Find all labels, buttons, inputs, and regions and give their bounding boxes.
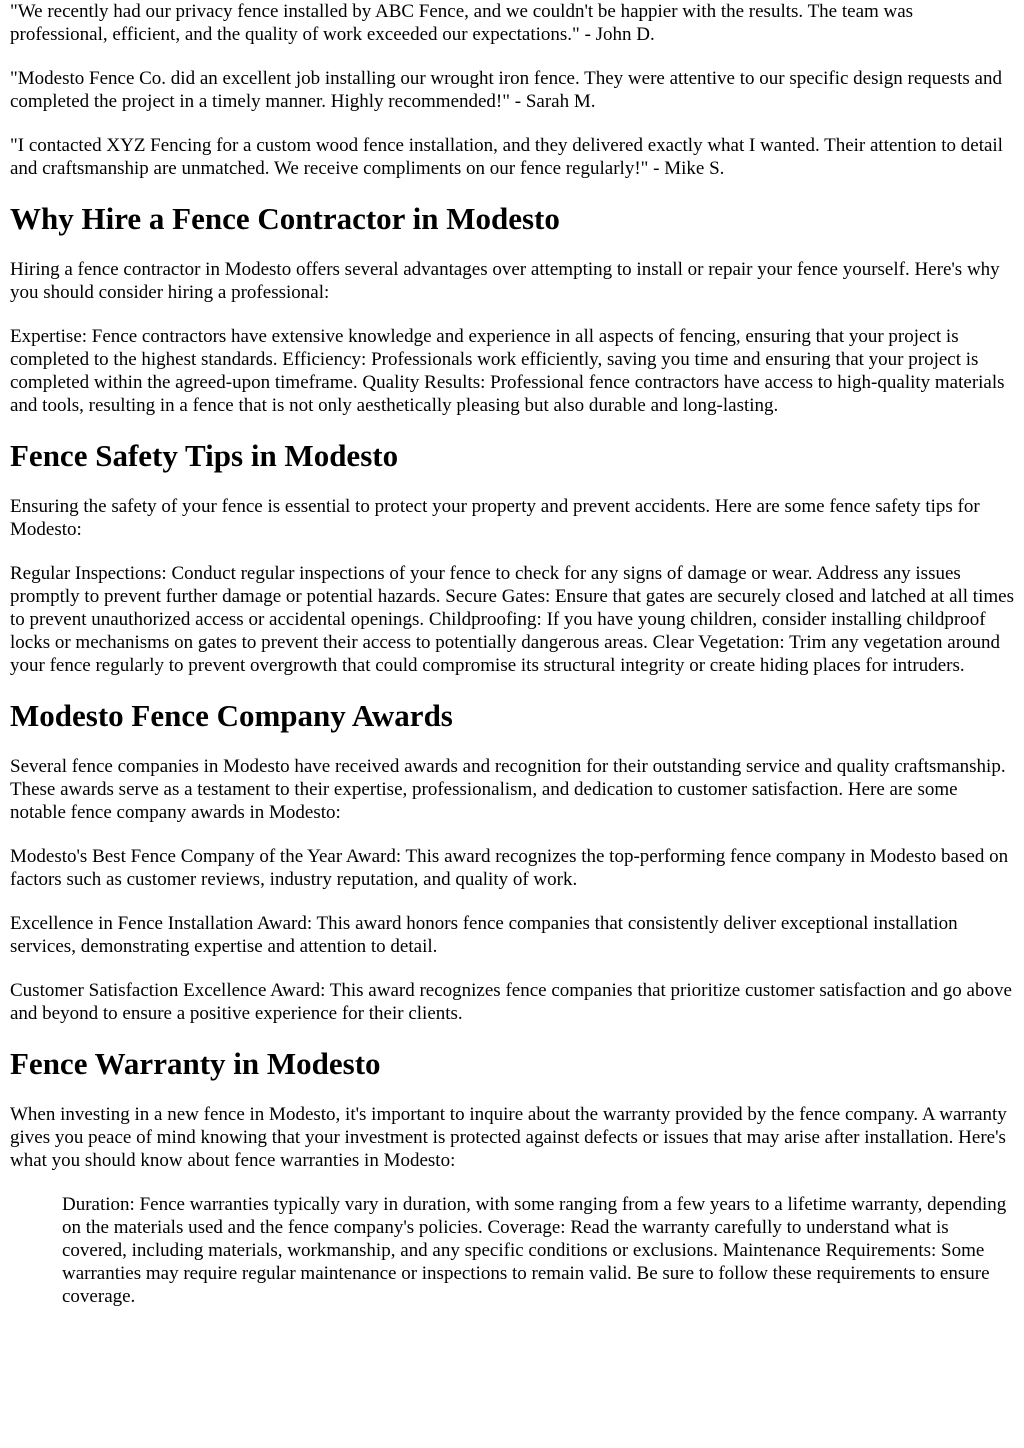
awards-heading: Modesto Fence Company Awards bbox=[10, 698, 453, 733]
safety-heading: Fence Safety Tips in Modesto bbox=[10, 438, 399, 473]
warranty-intro: When investing in a new fence in Modesto, it's important to inquire about the warranty provided by the fence company. A warranty gives you peace of mind knowing that your investment is protected against defects or issues that may arise after installation. Here's what you should know about fence warranties in Modesto: bbox=[10, 1104, 1007, 1171]
award-satisfaction: Customer Satisfaction Excellence Award: This award recognizes fence companies that prioritize customer satisfaction and go above and beyond to ensure a positive experience for their clients. bbox=[10, 980, 1012, 1024]
why-hire-heading: Why Hire a Fence Contractor in Modesto bbox=[10, 201, 560, 236]
why-hire-body: Expertise: Fence contractors have extensive knowledge and experience in all aspects of fencing, ensuring that your project is completed to the highest standards. Efficiency: Professionals work efficiently, saving you time and ensuring that your project is completed within the agreed-upon timeframe. Quality Results: Professional fence contractors have access to high-quality materials and tools, resulting in a fence that is not only aesthetically pleasing but also durable and long-lasting. bbox=[10, 326, 1005, 416]
award-best-company: Modesto's Best Fence Company of the Year Award: This award recognizes the top-performing fence company in Modesto based on factors such as customer reviews, industry reputation, and quality of work. bbox=[10, 846, 1009, 890]
testimonial-sarah: "Modesto Fence Co. did an excellent job installing our wrought iron fence. They were attentive to our specific design requests and completed the project in a timely manner. Highly recommended!" - Sarah M. bbox=[10, 68, 1002, 112]
why-hire-intro: Hiring a fence contractor in Modesto offers several advantages over attempting to install or repair your fence yourself. Here's why you should consider hiring a professional: bbox=[10, 259, 1000, 303]
warranty-heading: Fence Warranty in Modesto bbox=[10, 1046, 381, 1081]
safety-body: Regular Inspections: Conduct regular inspections of your fence to check for any signs of damage or wear. Address any issues promptly to prevent further damage or potential hazards. Secure Gates: Ensure that gates are securely closed and latched at all times to prevent unauthorized access or accidental openings. Childproofing: If you have young children, consider installing childproof locks or mechanisms on gates to prevent their access to potentially dangerous areas. Clear Vegetation: Trim any vegetation around your fence regularly to prevent overgrowth that could compromise its structural integrity or create hiding places for intruders. bbox=[10, 563, 1014, 676]
awards-intro: Several fence companies in Modesto have received awards and recognition for their outstanding service and quality craftsmanship. These awards serve as a testament to their expertise, professionalism, and dedication to customer satisfaction. Here are some notable fence company awards in Modesto: bbox=[10, 756, 1006, 823]
testimonial-john: "We recently had our privacy fence installed by ABC Fence, and we couldn't be happier with the results. The team was professional, efficient, and the quality of work exceeded our expectations." - John D. bbox=[10, 1, 914, 45]
safety-intro: Ensuring the safety of your fence is essential to protect your property and prevent accidents. Here are some fence safety tips for Modesto: bbox=[10, 496, 980, 540]
warranty-quote: Duration: Fence warranties typically vary in duration, with some ranging from a few years to a lifetime warranty, depending on the materials used and the fence company's policies. Coverage: Read the warranty carefully to understand what is covered, including materials, workmanship, and any specific conditions or exclusions. Maintenance Requirements: Some warranties may require regular maintenance or inspections to remain valid. Be sure to follow these requirements to ensure coverage. bbox=[62, 1194, 1007, 1307]
award-installation: Excellence in Fence Installation Award: This award honors fence companies that consistently deliver exceptional installation services, demonstrating expertise and attention to detail. bbox=[10, 913, 958, 957]
testimonial-mike: "I contacted XYZ Fencing for a custom wood fence installation, and they delivered exactly what I wanted. Their attention to detail and craftsmanship are unmatched. We receive compliments on our fence regularly!" - Mike S. bbox=[10, 135, 1003, 179]
